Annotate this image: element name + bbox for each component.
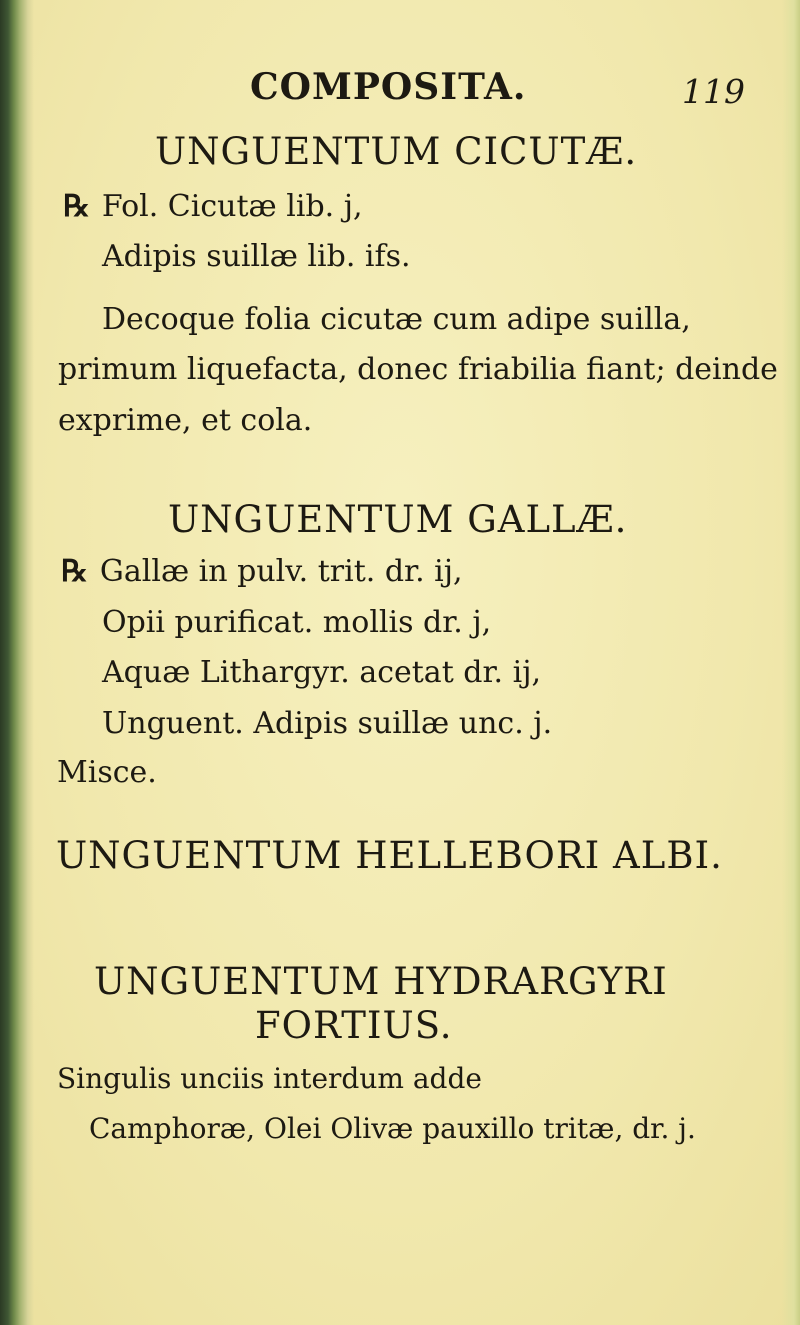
ingredient-text: Fol. Cicutæ lib. j, (101, 189, 363, 224)
direction-line: Camphoræ, Olei Olivæ pauxillo tritæ, dr. j. (89, 1112, 696, 1145)
direction-line: Misce. (57, 755, 157, 790)
direction-line: primum liquefacta, donec friabilia fiant; deinde (58, 352, 778, 387)
section-title-cicutae: UNGUENTUM CICUTÆ. (155, 130, 638, 173)
recipe-symbol: ℞ (63, 189, 90, 224)
direction-line: Decoque folia cicutæ cum adipe suilla, (102, 302, 691, 337)
prescription-line (63, 189, 363, 224)
section-title-gallae: UNGUENTUM GALLÆ. (168, 498, 628, 541)
section-title-hellebori: UNGUENTUM HELLEBORI ALBI. (56, 834, 723, 877)
prescription-line (61, 554, 463, 589)
page-binding-edge (0, 0, 34, 1325)
direction-line: exprime, et cola. (58, 403, 313, 438)
ingredient-line: Aquæ Lithargyr. acetat dr. ij, (102, 655, 542, 690)
direction-line: Singulis unciis interdum adde (57, 1062, 482, 1095)
recipe-symbol: ℞ (61, 554, 88, 589)
ingredient-line: Opii purificat. mollis dr. j, (102, 605, 492, 640)
ingredient-text: Gallæ in pulv. trit. dr. ij, (99, 554, 463, 589)
ingredient-line: Unguent. Adipis suillæ unc. j. (102, 706, 553, 741)
page-number: 119 (682, 72, 745, 111)
running-head: COMPOSITA. (250, 66, 527, 108)
page-outer-edge (782, 0, 800, 1325)
section-title-hydrargyri-cont: FORTIUS. (255, 1004, 453, 1047)
ingredient-line: Adipis suillæ lib. ifs. (102, 239, 411, 274)
section-title-hydrargyri: UNGUENTUM HYDRARGYRI (94, 960, 668, 1003)
